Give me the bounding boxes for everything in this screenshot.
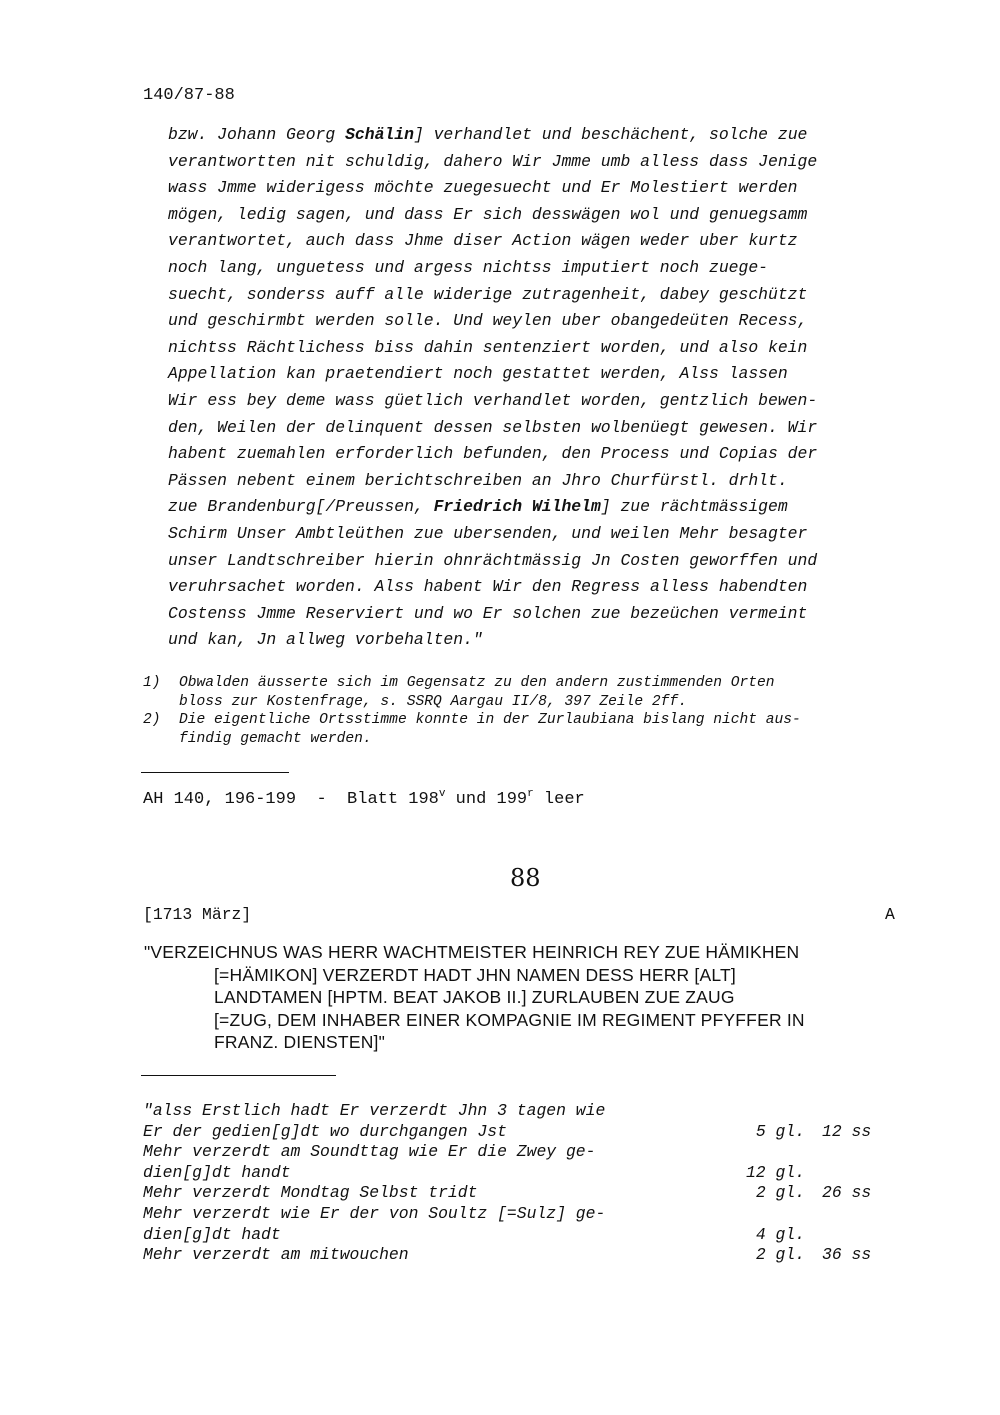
quote-text: verantwortet, auch dass Jhme diser Action wägen weder uber kurtz [168,231,798,251]
title-line: FRANZ. DIENSTEN]" [214,1032,386,1053]
quote-text: den, Weilen der delinquent dessen selbsten wolbenüegt gewesen. Wir [168,417,818,437]
quote-text: unser Landtschreiber hierin ohnrächtmässig Jn Costen geworffen und [168,550,818,570]
title-line: "VERZEICHNUS WAS HERR WACHTMEISTER HEINRICH REY ZUE HÄMIKHEN [144,942,800,962]
title-divider [141,1075,336,1076]
source-sup-recto: r [527,788,534,800]
quote-text: und geschirmbt werden solle. Und weylen uber obangedeüten Recess, [168,311,808,331]
quote-line [168,471,788,490]
source-leer: leer [533,790,585,809]
quote-text: verantwortten nit schuldig, dahero Wir Jmme umb alless dass Jenige [168,151,818,171]
entry-amount-schilling: 36 ss [822,1245,872,1265]
entry-text: "alss Erstlich hadt Er verzerdt Jhn 3 tagen wie [143,1101,606,1120]
entry-amount-gulden: 4 gl. [755,1224,805,1244]
quote-text: nichtss Rächtlichess biss dahin sentenziert worden, und also kein [168,337,808,357]
entry-text: Mehr verzerdt am Soundttag wie Er die Zwey ge- [143,1142,596,1162]
quote-line [168,551,817,570]
entry-amount-schilling: 26 ss [822,1183,872,1203]
page-reference: 140/87-88 [143,86,235,105]
document-number: 88 [510,864,541,892]
quote-text: Schirm Unser Ambtleüthen zue ubersenden, und weilen Mehr besagter [168,524,808,543]
quote-text: veruhrsachet worden. Alss habent Wir den Regress alless habendten [168,577,808,597]
source-reference [143,788,585,809]
quote-text: ] zue rächtmässigem [600,497,788,517]
quote-line [168,258,768,277]
document-marker: A [885,905,895,924]
quote-line [168,285,807,304]
quote-line [168,152,817,171]
entry-amount-gulden: 5 gl. [755,1121,805,1141]
quote-text: suecht, sonderss auff alle widerige zutragenheit, dabey geschützt [168,284,808,304]
footnote-number: 1) [143,675,161,691]
source-blatt: Blatt 198 [347,790,439,809]
quote-text: Wir ess bey deme wass güetlich verhandlet worden, gentzlich bewen- [168,391,818,410]
entry-text: Mehr verzerdt am mitwouchen [143,1245,409,1265]
source-ref: AH 140, 196-199 [143,790,297,809]
quote-line [168,125,807,144]
quote-line [168,338,807,357]
title-line: [=HÄMIKON] VERZERDT HADT JHN NAMEN DESS HERR [ALT] [214,964,736,985]
entry-text: dien[g]dt handt [143,1162,291,1182]
footnote-divider [141,772,289,773]
entry-amount-gulden: 2 gl. [755,1183,805,1203]
source-und: und 199 [445,790,528,809]
quote-text: habent zuemahlen erforderlich befunden, den Process und Copias der [168,444,818,464]
quote-text: ] verhandlet und beschächent, solche zue [413,125,808,144]
quote-line [168,391,817,410]
entry-amount-gulden: 12 gl. [745,1162,805,1182]
quote-text: Costenss Jmme Reserviert und wo Er solchen zue bezeüchen vermeint [168,603,808,623]
source-dash: - [316,790,327,809]
quote-line [168,577,807,596]
quote-line [168,604,807,623]
entry-text: dien[g]dt hadt [143,1224,281,1244]
footnote-text: Die eigentliche Ortsstimme konnte in der Zurlaubiana bislang nicht aus- [179,712,801,728]
quote-line [168,524,807,543]
quote-line [168,311,807,330]
quote-text: zue Brandenburg[/Preussen, [168,497,434,517]
entry-text: Mehr verzerdt Mondtag Selbst tridt [143,1183,478,1203]
title-line: [=ZUG, DEM INHABER EINER KOMPAGNIE IM REGIMENT PFYFFER IN [214,1009,805,1030]
footnote-text: bloss zur Kostenfrage, s. SSRQ Aargau II/8, 397 Zeile 2ff. [179,693,687,710]
quote-text: Appellation kan praetendiert noch gestattet werden, Alss lassen [168,364,788,384]
quote-text: Pässen nebent einem berichtschreiben an Jhro Churfürstl. drhlt. [168,470,788,490]
quote-line [168,630,483,649]
entry-text: Er der gedien[g]dt wo durchgangen Jst [143,1121,507,1141]
footnote-text: Obwalden äusserte sich im Gegensatz zu den andern zustimmenden Orten [179,675,775,691]
document-date: [1713 März] [143,905,252,924]
quote-text: noch lang, unguetess und argess nichtss imputiert noch zuege- [168,258,768,277]
footnote-text: findig gemacht werden. [179,730,372,747]
quote-name-bold: Schälin [345,125,414,144]
entry-amount-gulden: 2 gl. [755,1245,805,1265]
quote-line [168,364,788,383]
title-line: LANDTAMEN [HPTM. BEAT JAKOB II.] ZURLAUBEN ZUE ZAUG [214,987,735,1008]
quote-line [168,497,788,516]
footnote-number: 2) [143,712,161,728]
quote-text: mögen, ledig sagen, und dass Er sich desswägen wol und genuegsamm [168,204,808,224]
quote-line [168,444,817,463]
quote-name-bold: Friedrich Wilhelm [433,497,601,517]
source-sup-verso: v [438,788,446,800]
quote-text: wass Jmme widerigess möchte zuegesuecht und Er Molestiert werden [168,178,798,198]
quote-line [168,205,807,224]
entry-amount-schilling: 12 ss [822,1121,872,1141]
quote-line [168,418,817,437]
quote-line [168,231,798,250]
quote-line [168,178,798,197]
entry-text: Mehr verzerdt wie Er der von Soultz [=Sulz] ge- [143,1204,606,1223]
quote-text: bzw. Johann Georg [168,125,346,144]
quote-text: und kan, Jn allweg vorbehalten." [168,630,483,650]
